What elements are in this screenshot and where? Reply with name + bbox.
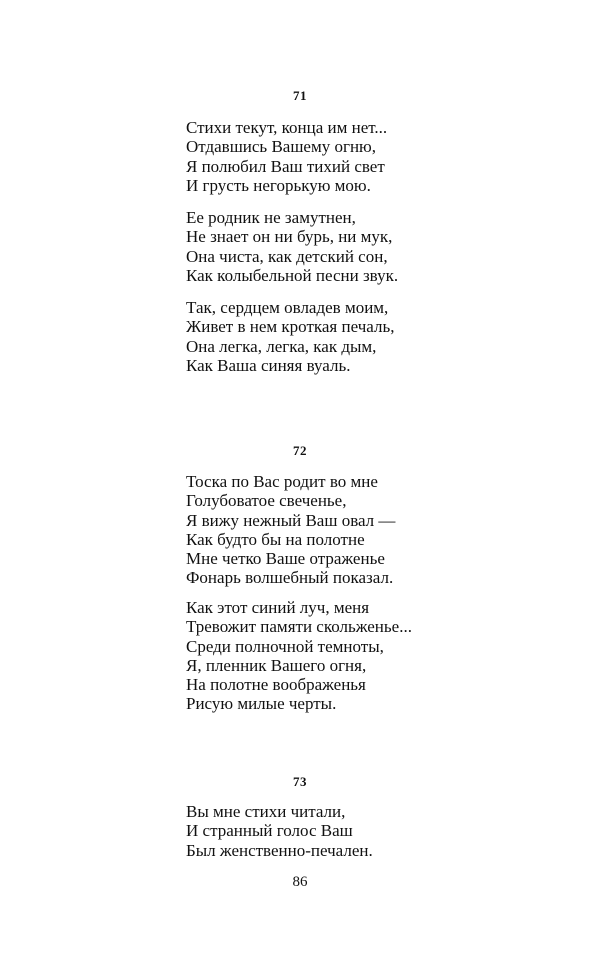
poem-line: Она чиста, как детский сон,	[186, 246, 388, 266]
poem-number: 71	[293, 88, 307, 103]
poem-line: И грусть негорькую мою.	[186, 175, 371, 195]
stanza	[186, 208, 398, 285]
poem-line: Как Ваша синяя вуаль.	[186, 355, 351, 375]
poem-line: Мне четко Ваше отраженье	[186, 549, 385, 569]
poem-line: И странный голос Ваш	[186, 821, 353, 841]
poem-line: Я вижу нежный Ваш овал —	[186, 510, 396, 530]
poem-line: Я полюбил Ваш тихий свет	[186, 156, 385, 176]
poem-line: Стихи текут, конца им нет...	[186, 118, 388, 137]
poem-line: Фонарь волшебный показал.	[186, 568, 394, 588]
poem-line: Я, пленник Вашего огня,	[186, 655, 367, 675]
stanza	[186, 118, 387, 195]
page-number: 86	[292, 874, 308, 890]
poem-line: Как будто бы на полотне	[186, 529, 365, 549]
poem-line: Как этот синий луч, меня	[186, 598, 370, 617]
poem-number: 72	[293, 443, 307, 458]
poem-line: Был женственно-печален.	[186, 840, 373, 860]
stanza	[186, 472, 395, 588]
poem-line: Рисую милые черты.	[186, 694, 337, 714]
poem-line: Не знает он ни бурь, ни мук,	[186, 227, 393, 247]
stanza	[186, 598, 412, 714]
stanza	[186, 298, 394, 375]
poem-line: Тоска по Вас родит во мне	[186, 472, 378, 491]
poem-line: Отдавшись Вашему огню,	[186, 137, 376, 157]
stanza	[186, 802, 373, 860]
poem-line: Как колыбельной песни звук.	[186, 265, 399, 285]
poem-number: 73	[293, 774, 307, 789]
poem-line: Так, сердцем овладев моим,	[186, 298, 389, 317]
poem-line: Она легка, легка, как дым,	[186, 336, 377, 356]
poem-line: Среди полночной темноты,	[186, 636, 384, 656]
poem-line: Ее родник не замутнен,	[186, 208, 356, 227]
poem-line: Голубоватое свеченье,	[186, 491, 347, 511]
poem-line: На полотне воображенья	[186, 675, 366, 695]
poem-line: Тревожит памяти скольженье...	[186, 617, 412, 637]
poem-line: Вы мне стихи читали,	[186, 802, 346, 821]
poem-line: Живет в нем кроткая печаль,	[186, 317, 395, 337]
